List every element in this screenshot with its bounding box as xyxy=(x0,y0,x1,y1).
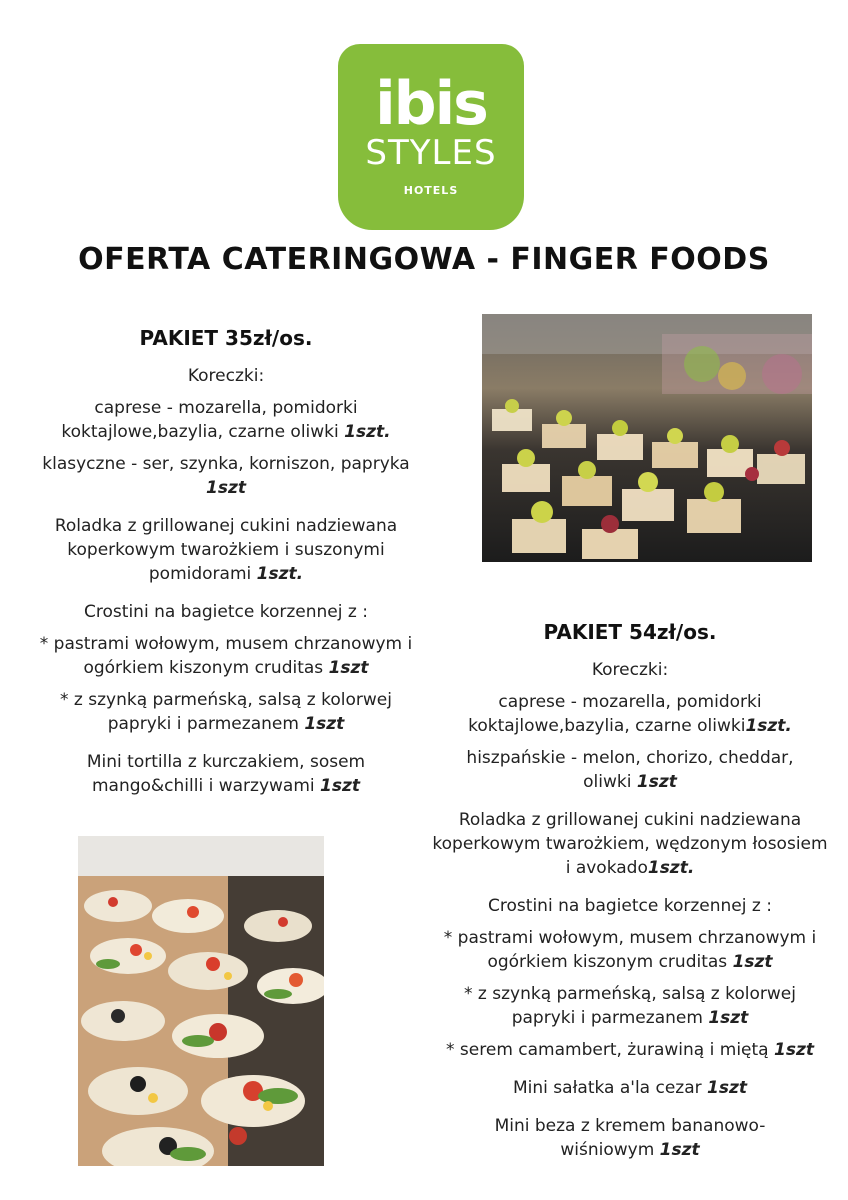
menu-item: * pastrami wołowym, musem chrzanowym i ogórkiem kiszonym cruditas 1szt xyxy=(443,928,817,972)
package-35 xyxy=(0,326,452,806)
menu-item: Koreczki: xyxy=(591,660,669,680)
menu-item: Crostini na bagietce korzennej z : xyxy=(488,896,772,916)
menu-item: * pastrami wołowym, musem chrzanowym i ogórkiem kiszonym cruditas 1szt xyxy=(39,634,413,678)
menu-item: Mini tortilla z kurczakiem, sosem mango&chilli i warzywami 1szt xyxy=(86,752,366,796)
menu-item: Crostini na bagietce korzennej z : xyxy=(84,602,368,622)
crostini-photo-graphic xyxy=(78,836,324,1166)
page-title: OFERTA CATERINGOWA - FINGER FOODS xyxy=(78,242,770,277)
menu-item: * serem camambert, żurawiną i miętą 1szt xyxy=(446,1040,814,1060)
menu-item: Koreczki: xyxy=(187,366,265,386)
crostini-photo xyxy=(78,836,324,1166)
menu-item: * z szynką parmeńską, salsą z kolorwej papryki i parmezanem 1szt xyxy=(464,984,796,1028)
package-35-header: PAKIET 35zł/os. xyxy=(139,326,313,350)
menu-item: Mini beza z kremem bananowo-wiśniowym 1szt xyxy=(494,1116,766,1160)
menu-item: Roladka z grillowanej cukini nadziewana koperkowym twarożkiem i suszonymi pomidorami 1szt. xyxy=(54,516,398,584)
menu-item: * z szynką parmeńską, salsą z kolorwej papryki i parmezanem 1szt xyxy=(60,690,392,734)
logo-line-2: STYLES xyxy=(365,133,497,173)
menu-item: klasyczne - ser, szynka, korniszon, papryka 1szt xyxy=(42,454,410,498)
package-54 xyxy=(412,620,848,1170)
logo-line-1: ibis xyxy=(375,69,487,139)
menu-item: Mini sałatka a'la cezar 1szt xyxy=(513,1078,747,1098)
buffet-photo-graphic xyxy=(482,314,812,562)
menu-item: hiszpańskie - melon, chorizo, cheddar, oliwki 1szt xyxy=(466,748,794,792)
buffet-photo xyxy=(482,314,812,562)
logo-line-3: HOTELS xyxy=(403,184,459,197)
ibis-styles-logo xyxy=(338,44,524,230)
menu-item: caprese - mozarella, pomidorki koktajlowe,bazylia, czarne oliwki 1szt. xyxy=(61,398,391,442)
menu-item: Roladka z grillowanej cukini nadziewana koperkowym twarożkiem, wędzonym łososiem i avokado1szt. xyxy=(432,810,828,878)
package-54-header: PAKIET 54zł/os. xyxy=(543,620,717,644)
menu-item: caprese - mozarella, pomidorki koktajlowe,bazylia, czarne oliwki1szt. xyxy=(468,692,792,736)
